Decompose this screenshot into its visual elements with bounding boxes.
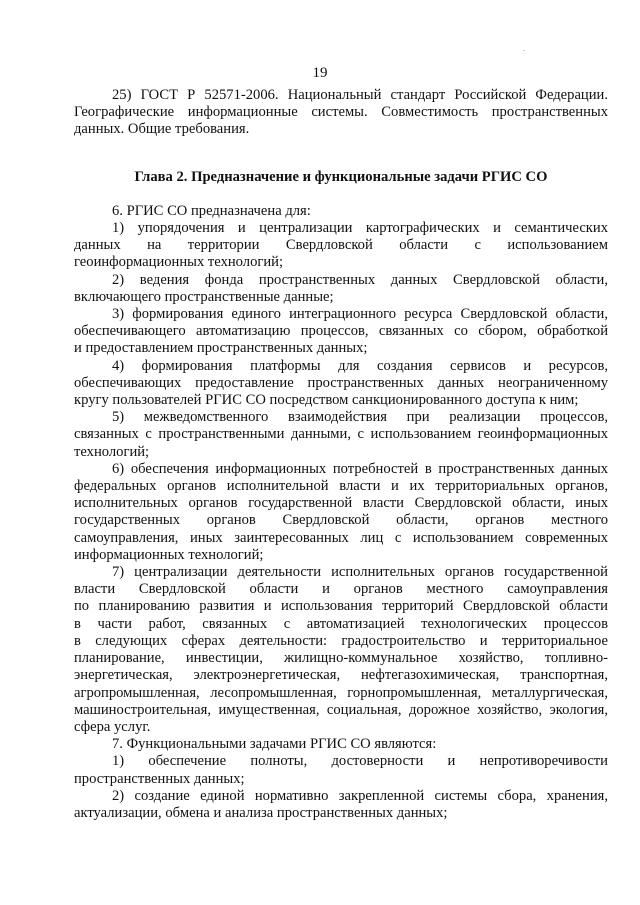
text-line: исполнительных органов государственной власти Свердловской области, иных <box>74 495 608 512</box>
text-line: сфера услуг. <box>74 718 151 735</box>
text-line: федеральных органов исполнительной власти и их территориальных органов, <box>74 478 608 495</box>
text-line: 4) формирования платформы для создания сервисов и ресурсов, <box>112 357 608 374</box>
text-line: и предоставлением пространственных данных; <box>74 340 368 357</box>
text-line: данных на территории Свердловской области с использованием <box>74 237 608 254</box>
text-line: агропромышленная, лесопромышленная, горнопромышленная, металлургическая, <box>74 684 608 701</box>
text-line: 25) ГОСТ Р 52571-2006. Национальный стандарт Российской Федерации. <box>112 87 608 103</box>
list-item-6-7 <box>74 564 608 736</box>
text-line: пространственных данных; <box>74 770 245 787</box>
text-line: 7) централизации деятельности исполнительных органов государственной <box>112 564 608 581</box>
text-line: власти Свердловской области и органов местного самоуправления <box>74 581 608 598</box>
scan-speck <box>523 50 525 51</box>
text-line: технологий; <box>74 443 150 460</box>
text-line: 5) межведомственного взаимодействия при реализации процессов, <box>112 409 608 426</box>
text-line: обеспечивающего автоматизацию процессов, связанных со сбором, обработкой <box>74 323 608 340</box>
text-line: государственных органов Свердловской области, органов местного <box>74 512 608 529</box>
text-line: связанных с пространственными данными, с использованием геоинформационных <box>74 426 608 443</box>
list-item-6-1 <box>74 220 608 272</box>
text-line: данных. Общие требования. <box>74 121 250 138</box>
list-item-6-2 <box>74 272 608 306</box>
list-item-6-4 <box>74 358 608 410</box>
text-line: 3) формирования единого интеграционного ресурса Свердловской области, <box>112 306 608 323</box>
text-line: актуализации, обмена и анализа пространственных данных; <box>74 804 448 821</box>
text-line: геоинформационных технологий; <box>74 254 284 271</box>
section-6-intro: 6. РГИС СО предназначена для: <box>112 202 311 219</box>
section-7-intro: 7. Функциональными задачами РГИС СО являются: <box>112 736 437 753</box>
list-item-7-2 <box>74 788 608 822</box>
text-line: 6) обеспечения информационных потребностей в пространственных данных <box>112 460 608 477</box>
text-line: 1) упорядочения и централизации картографических и семантических <box>112 220 608 237</box>
list-item-6-5 <box>74 409 608 461</box>
text-line: в следующих сферах деятельности: градостроительство и территориальное <box>74 632 608 649</box>
text-line: Географические информационные системы. Совместимость пространственных <box>74 104 608 121</box>
text-line: 2) создание единой нормативно закрепленной системы сбора, хранения, <box>112 787 608 804</box>
text-line: машиностроительная, имущественная, социальная, дорожное хозяйство, экология, <box>74 701 608 718</box>
list-item-7-1 <box>74 753 608 787</box>
list-item-25 <box>74 87 608 139</box>
text-line: в части работ, связанных с автоматизацией технологических процессов <box>74 615 608 632</box>
text-line: 1) обеспечение полноты, достоверности и непротиворечивости <box>112 753 608 770</box>
text-line: планирование, инвестиции, жилищно-коммунальное хозяйство, топливно- <box>74 650 608 667</box>
chapter-title: Глава 2. Предназначение и функциональные задачи РГИС СО <box>134 168 548 185</box>
list-item-6-6 <box>74 461 608 564</box>
page-number: 19 <box>312 65 328 81</box>
text-line: энергетическая, электроэнергетическая, нефтегазохимическая, транспортная, <box>74 667 608 684</box>
text-line: самоуправления, иных заинтересованных лиц с использованием современных <box>74 529 608 546</box>
text-line: по планированию развития и использования территорий Свердловской области <box>74 598 608 615</box>
text-line: включающего пространственные данные; <box>74 288 334 305</box>
text-line: информационных технологий; <box>74 546 264 563</box>
text-line: кругу пользователей РГИС СО посредством санкционированного доступа к ним; <box>74 392 579 409</box>
document-body <box>74 87 608 822</box>
text-line: обеспечивающих предоставление пространственных данных неограниченному <box>74 374 608 391</box>
text-line: 2) ведения фонда пространственных данных Свердловской области, <box>112 271 608 288</box>
list-item-6-3 <box>74 306 608 358</box>
